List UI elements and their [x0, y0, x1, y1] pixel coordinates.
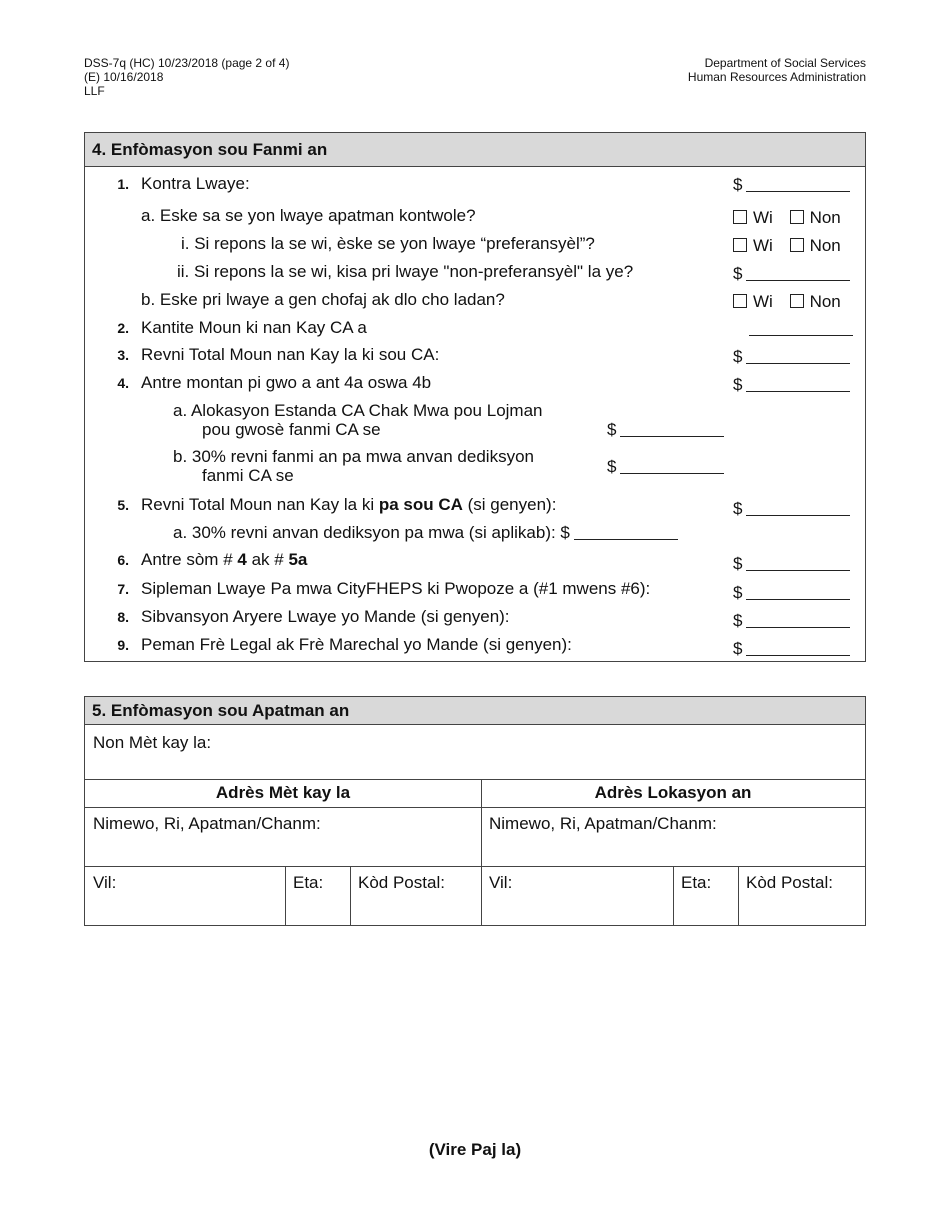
sum-field[interactable] — [733, 554, 850, 574]
form-id-line: DSS-7q (HC) 10/23/2018 (page 2 of 4) — [84, 56, 290, 70]
rent-contract-label: Kontra Lwaye: — [141, 174, 250, 193]
ca-income-label: Revni Total Moun nan Kay la ki sou CA: — [141, 345, 440, 364]
yes-checkbox[interactable] — [733, 238, 747, 252]
agency-block — [688, 56, 866, 84]
dollar-sign: $ — [607, 457, 617, 476]
section-4-family-info — [84, 132, 866, 662]
amount-line — [746, 349, 850, 364]
text-part: Antre sòm # — [141, 550, 238, 569]
form-id-line: LLF — [84, 84, 105, 98]
divider — [285, 866, 286, 925]
preferential-rent-choice — [733, 236, 841, 256]
thirty-percent-income-label: b. 30% revni fanmi an pa mwa anvan dediksyon — [173, 447, 534, 466]
landlord-state-field[interactable]: Eta: — [293, 873, 324, 892]
rent-contract-field[interactable] — [733, 175, 850, 195]
location-zip-field[interactable]: Kòd Postal: — [746, 873, 833, 892]
shelter-allowance-label-cont: pou gwosè fanmi CA se — [202, 420, 381, 439]
text-part: ak # — [246, 550, 289, 569]
no-checkbox[interactable] — [790, 210, 804, 224]
dollar-sign: $ — [733, 583, 743, 602]
amount-line — [746, 641, 850, 656]
location-city-field[interactable]: Vil: — [489, 873, 513, 892]
location-street-field[interactable]: Nimewo, Ri, Apatman/Chanm: — [489, 814, 717, 833]
agency-line: Human Resources Administration — [687, 70, 866, 84]
thirty-percent-income-field[interactable] — [607, 457, 724, 477]
preferential-rent-question: i. Si repons la se wi, èske se yon lwaye “preferansyèl”? — [181, 234, 595, 253]
section-5-apartment-info — [84, 696, 866, 926]
thirty-percent-income-label-cont: fanmi CA se — [202, 466, 294, 485]
form-id-line: (E) 10/16/2018 — [84, 70, 164, 84]
heat-water-question: b. Eske pri lwaye a gen chofaj ak dlo cho ladan? — [141, 290, 505, 309]
item-number: 2. — [117, 320, 129, 336]
amount-line — [746, 556, 850, 571]
amount-line — [746, 177, 850, 192]
location-state-field[interactable]: Eta: — [681, 873, 712, 892]
shelter-allowance-label: a. Alokasyon Estanda CA Chak Mwa pou Lojman — [173, 401, 543, 420]
thirty-percent-pre-deduction-label: a. 30% revni anvan dediksyon pa mwa (si aplikab): $ — [173, 523, 570, 542]
form-id-block — [84, 56, 289, 98]
cityfheps-supplement-label: Sipleman Lwaye Pa mwa CityFHEPS ki Pwopoze a (#1 mwens #6): — [141, 579, 651, 598]
landlord-city-field[interactable]: Vil: — [93, 873, 117, 892]
divider — [481, 779, 482, 925]
shelter-allowance-field[interactable] — [607, 420, 724, 440]
divider — [350, 866, 351, 925]
divider — [85, 779, 865, 780]
landlord-name-field[interactable]: Non Mèt kay la: — [93, 733, 212, 752]
non-ca-income-label — [141, 495, 556, 515]
text-part: (si genyen): — [462, 495, 557, 514]
amount-line — [574, 525, 678, 540]
non-preferential-rent-question: ii. Si repons la se wi, kisa pri lwaye "non-preferansyèl" la ye? — [177, 262, 634, 281]
yes-checkbox[interactable] — [733, 210, 747, 224]
item-number: 5. — [117, 497, 129, 513]
landlord-street-field[interactable]: Nimewo, Ri, Apatman/Chanm: — [93, 814, 321, 833]
item-number: 7. — [117, 581, 129, 597]
divider — [85, 807, 865, 808]
yes-label: Wi — [753, 236, 773, 255]
amount-line — [620, 422, 724, 437]
section-5-title: 5. Enfòmasyon sou Apatman an — [85, 697, 865, 725]
section-4-title: 4. Enfòmasyon sou Fanmi an — [85, 133, 865, 167]
no-label: Non — [809, 236, 841, 255]
amount-line — [746, 266, 850, 281]
thirty-percent-pre-deduction-field[interactable] — [173, 523, 678, 543]
yes-label: Wi — [753, 208, 773, 227]
dollar-sign: $ — [733, 175, 743, 194]
cityfheps-supplement-field[interactable] — [733, 583, 850, 603]
agency-line: Department of Social Services — [704, 56, 866, 70]
greater-amount-label: Antre montan pi gwo a ant 4a oswa 4b — [141, 373, 432, 392]
location-address-heading: Adrès Lokasyon an — [594, 783, 752, 802]
no-label: Non — [809, 208, 841, 227]
no-checkbox[interactable] — [790, 294, 804, 308]
amount-line — [746, 585, 850, 600]
arrears-grant-field[interactable] — [733, 611, 850, 631]
text-bold-part: 5a — [288, 550, 308, 569]
item-number: 6. — [117, 552, 129, 568]
non-preferential-rent-field[interactable] — [733, 264, 850, 284]
dollar-sign: $ — [607, 420, 617, 439]
arrears-grant-label: Sibvansyon Aryere Lwaye yo Mande (si genyen): — [141, 607, 510, 626]
dollar-sign: $ — [733, 554, 743, 573]
heat-water-choice — [733, 292, 841, 312]
amount-line — [746, 377, 850, 392]
item-number: 9. — [117, 637, 129, 653]
legal-fees-label: Peman Frè Legal ak Frè Marechal yo Mande (si genyen): — [141, 635, 572, 654]
amount-line — [746, 501, 850, 516]
household-count-label: Kantite Moun ki nan Kay CA a — [141, 318, 367, 337]
dollar-sign: $ — [733, 347, 743, 366]
divider — [673, 866, 674, 925]
landlord-address-heading: Adrès Mèt kay la — [215, 783, 351, 802]
sum-label — [141, 550, 307, 570]
no-label: Non — [809, 292, 841, 311]
yes-checkbox[interactable] — [733, 294, 747, 308]
text-part: Revni Total Moun nan Kay la ki — [141, 495, 379, 514]
amount-line — [746, 613, 850, 628]
rent-stabilized-question: a. Eske sa se yon lwaye apatman kontwole? — [141, 206, 476, 225]
ca-income-field[interactable] — [733, 347, 850, 367]
rent-stabilized-choice — [733, 208, 841, 228]
dollar-sign: $ — [733, 264, 743, 283]
dollar-sign: $ — [733, 611, 743, 630]
turn-page-note: (Vire Paj la) — [428, 1140, 522, 1159]
item-number: 3. — [117, 347, 129, 363]
divider — [85, 866, 865, 867]
text-bold-part: 4 — [237, 550, 247, 569]
dollar-sign: $ — [733, 639, 743, 658]
amount-line — [620, 459, 724, 474]
dollar-sign: $ — [733, 375, 743, 394]
item-number: 4. — [117, 375, 129, 391]
no-checkbox[interactable] — [790, 238, 804, 252]
yes-label: Wi — [753, 292, 773, 311]
item-number: 8. — [117, 609, 129, 625]
legal-fees-field[interactable] — [733, 639, 850, 659]
greater-amount-field[interactable] — [733, 375, 850, 395]
household-count-field[interactable] — [745, 319, 853, 339]
item-number: 1. — [117, 176, 129, 192]
landlord-zip-field[interactable]: Kòd Postal: — [358, 873, 445, 892]
amount-line — [749, 321, 853, 336]
dollar-sign: $ — [733, 499, 743, 518]
non-ca-income-field[interactable] — [733, 499, 850, 519]
divider — [738, 866, 739, 925]
text-bold-part: pa sou CA — [378, 495, 463, 514]
